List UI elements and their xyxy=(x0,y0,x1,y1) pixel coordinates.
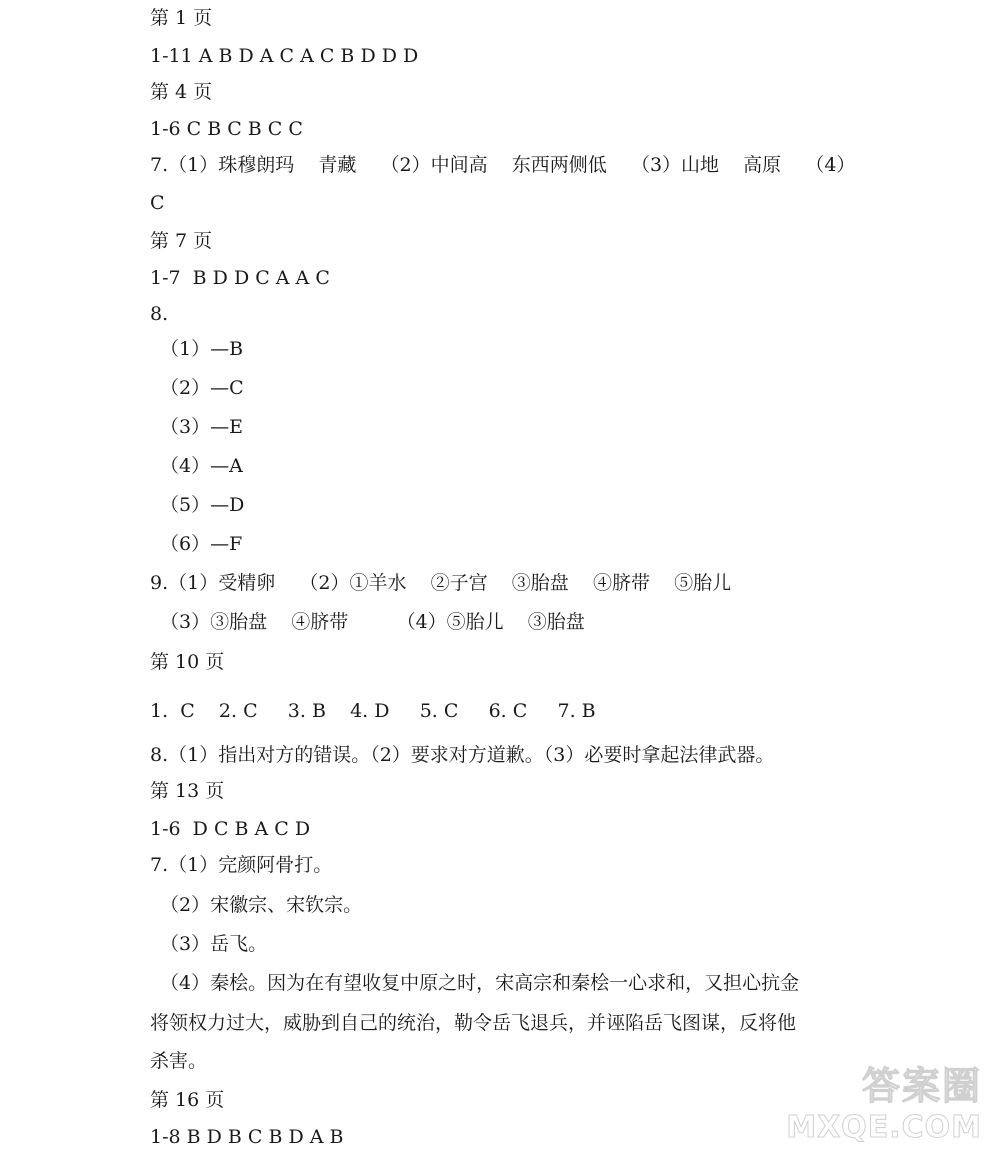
answer-line: （3）③胎盘 ④脐带 （4）⑤胎儿 ③胎盘 xyxy=(160,611,585,633)
answer-line: （3）岳飞。 xyxy=(160,933,268,955)
page-heading: 第 10 页 xyxy=(150,651,225,673)
answer-line: 1-8 B D B C B D A B xyxy=(150,1126,344,1148)
answer-line: C xyxy=(150,192,165,214)
answer-line: 1-6 C B C B C C xyxy=(150,118,303,140)
watermark-logo xyxy=(786,1055,982,1145)
page-heading: 第 7 页 xyxy=(150,230,213,252)
answer-line: （4）秦桧。因为在有望收复中原之时，宋高宗和秦桧一心求和，又担心抗金 xyxy=(160,972,800,994)
page-heading: 第 16 页 xyxy=(150,1089,225,1111)
page-heading: 第 4 页 xyxy=(150,81,213,103)
answer-line: （2）宋徽宗、宋钦宗。 xyxy=(160,894,363,916)
watermark-logo-text: 答案圈 xyxy=(861,1064,982,1108)
answer-line: 杀害。 xyxy=(150,1050,208,1072)
page-heading: 第 1 页 xyxy=(150,7,213,29)
answer-line: 1-11 A B D A C A C B D D D xyxy=(150,45,419,67)
watermark-site-text: MXQE.COM xyxy=(786,1110,982,1145)
answer-line: 1. C 2. C 3. B 4. D 5. C 6. C 7. B xyxy=(150,700,596,722)
answer-line: 9.（1）受精卵 （2）①羊水 ②子宫 ③胎盘 ④脐带 ⑤胎儿 xyxy=(150,572,732,594)
answer-line: 8.（1）指出对方的错误。（2）要求对方道歉。（3）必要时拿起法律武器。 xyxy=(150,744,775,766)
answer-line: 1-6 D C B A C D xyxy=(150,818,311,840)
answer-line: 7.（1）珠穆朗玛 青藏 （2）中间高 东西两侧低 （3）山地 高原 （4） xyxy=(150,154,856,176)
answer-line: （5）—D xyxy=(160,494,245,516)
answer-line: （1）—B xyxy=(160,338,244,360)
answer-line: 将领权力过大，威胁到自己的统治，勒令岳飞退兵，并诬陷岳飞图谋，反将他 xyxy=(150,1012,797,1034)
page-heading: 第 13 页 xyxy=(150,780,225,802)
answer-line: （2）—C xyxy=(160,377,244,399)
answer-line: 7.（1）完颜阿骨打。 xyxy=(150,854,333,876)
answer-line: （3）—E xyxy=(160,416,243,438)
answer-line: （4）—A xyxy=(160,455,243,477)
answer-line: 1-7 B D D C A A C xyxy=(150,267,330,289)
answer-line: （6）—F xyxy=(160,533,243,555)
answer-line: 8. xyxy=(150,303,169,325)
